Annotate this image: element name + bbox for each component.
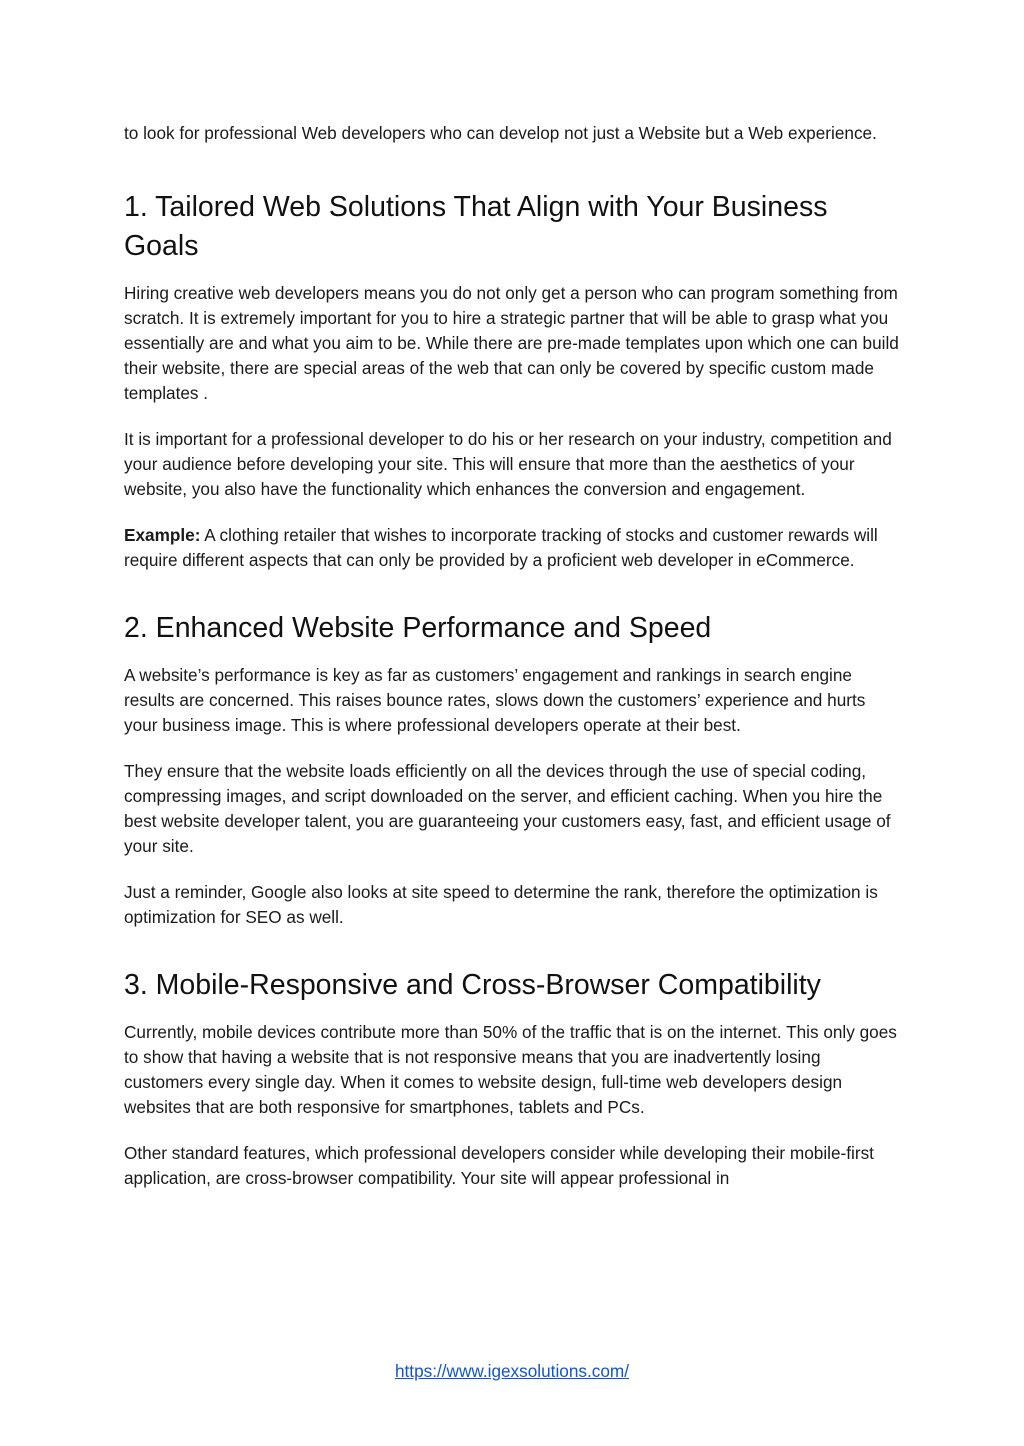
example-text: A clothing retailer that wishes to incorporate tracking of stocks and customer rewards will require different aspects that can only be provided by a proficient web developer in eCommerce. (124, 525, 878, 570)
website-link[interactable]: https://www.igexsolutions.com/ (394, 1361, 630, 1381)
section-1-example (124, 523, 902, 573)
section-3-paragraph-1: Currently, mobile devices contribute more than 50% of the traffic that is on the internet. This only goes to show that having a website that is not responsive means that you are inadvertently losing customers every single day. When it comes to website design, full-time web developers design websites that are both responsive for smartphones, tablets and PCs. (124, 1022, 897, 1117)
example-label: Example: (124, 525, 201, 545)
section-3-heading: 3. Mobile-Responsive and Cross-Browser Compatibility (124, 969, 821, 1001)
section-2-paragraph-1: A website’s performance is key as far as customers’ engagement and rankings in search engine results are concerned. This raises bounce rates, slows down the customers’ experience and hurts your business image. This is where professional developers operate at their best. (124, 665, 866, 735)
section-1-heading: 1. Tailored Web Solutions That Align with Your Business Goals (124, 191, 828, 262)
section-2-heading: 2. Enhanced Website Performance and Speed (124, 612, 712, 644)
section-1-paragraph-2: It is important for a professional developer to do his or her research on your industry, competition and your audience before developing your site. This will ensure that more than the aesthetics of your website, you also have the functionality which enhances the conversion and engagement. (124, 429, 892, 499)
section-2-paragraph-3: Just a reminder, Google also looks at site speed to determine the rank, therefore the optimization is optimization for SEO as well. (124, 882, 878, 927)
document-page (124, 121, 902, 1191)
intro-paragraph: to look for professional Web developers who can develop not just a Website but a Web experience. (124, 123, 877, 143)
section-3-paragraph-2: Other standard features, which professional developers consider while developing their mobile-first application, are cross-browser compatibility. Your site will appear professional in (124, 1143, 874, 1188)
page-footer (0, 1359, 1024, 1384)
section-2-paragraph-2: They ensure that the website loads efficiently on all the devices through the use of special coding, compressing images, and script downloaded on the server, and efficient caching. When you hire the best website developer talent, you are guaranteeing your customers easy, fast, and efficient usage of your site. (124, 761, 891, 856)
section-1-paragraph-1: Hiring creative web developers means you do not only get a person who can program something from scratch. It is extremely important for you to hire a strategic partner that will be able to grasp what you essentially are and what you aim to be. While there are pre-made templates upon which one can build their website, there are special areas of the web that can only be covered by specific custom made templates . (124, 283, 899, 403)
